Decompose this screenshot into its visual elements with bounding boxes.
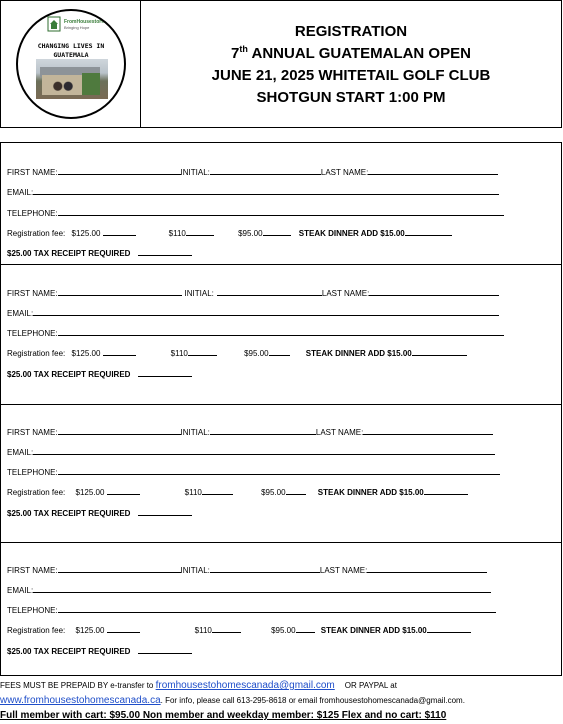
footer-pricing: Full member with cart: $95.00 Non member and weekday member: $125 Flex and no cart: $110 bbox=[0, 710, 447, 721]
email-field[interactable] bbox=[33, 584, 491, 593]
tax-receipt-field[interactable] bbox=[138, 368, 192, 377]
registrant-section-2 bbox=[0, 265, 562, 405]
first-name-label: FIRST NAME: bbox=[7, 289, 58, 298]
fee-125-label: $125.00 bbox=[75, 488, 105, 497]
initial-field[interactable] bbox=[210, 166, 321, 175]
tax-receipt-label: $25.00 TAX RECEIPT REQUIRED bbox=[7, 509, 131, 518]
prepaid-text: FEES MUST BE PREPAID BY e-transfer to bbox=[0, 681, 156, 690]
email-field[interactable] bbox=[33, 307, 499, 316]
fee-125-field[interactable] bbox=[107, 624, 140, 633]
last-name-field[interactable] bbox=[368, 166, 498, 175]
steak-dinner-field[interactable] bbox=[424, 486, 468, 495]
telephone-field[interactable] bbox=[58, 604, 496, 613]
paypal-text: OR PAYPAL at bbox=[344, 681, 397, 690]
registrant-section-1 bbox=[0, 142, 562, 265]
tax-receipt-label: $25.00 TAX RECEIPT REQUIRED bbox=[7, 647, 131, 656]
steak-dinner-label: STEAK DINNER ADD $15.00 bbox=[320, 626, 427, 635]
fee-95-field[interactable] bbox=[286, 486, 306, 495]
fee-125-field[interactable] bbox=[103, 227, 136, 236]
registrant-section-4 bbox=[0, 543, 562, 676]
last-name-label: LAST NAME: bbox=[315, 428, 364, 437]
telephone-label: TELEPHONE: bbox=[7, 329, 58, 338]
last-name-field[interactable] bbox=[367, 564, 487, 573]
title-date-venue: JUNE 21, 2025 WHITETAIL GOLF CLUB bbox=[211, 67, 491, 84]
first-name-field[interactable] bbox=[58, 564, 181, 573]
telephone-label: TELEPHONE: bbox=[7, 606, 58, 615]
first-name-label: FIRST NAME: bbox=[7, 168, 58, 177]
etransfer-email-link[interactable]: fromhousestohomescanada@gmail.com bbox=[155, 680, 335, 691]
title-start-time: SHOTGUN START 1:00 PM bbox=[256, 89, 446, 106]
fee-95-field[interactable] bbox=[263, 227, 291, 236]
footer-line-2 bbox=[0, 695, 465, 706]
initial-label: INITIAL: bbox=[184, 289, 214, 298]
logo-photo bbox=[36, 59, 108, 99]
first-name-label: FIRST NAME: bbox=[7, 428, 58, 437]
logo-tagline-1: CHANGING LIVES IN bbox=[37, 42, 105, 50]
tax-receipt-label: $25.00 TAX RECEIPT REQUIRED bbox=[7, 249, 131, 258]
footer-line-1 bbox=[0, 680, 397, 691]
fee-125-label: $125.00 bbox=[71, 349, 101, 358]
first-name-field[interactable] bbox=[58, 287, 182, 296]
email-label: EMAIL: bbox=[7, 188, 34, 197]
steak-dinner-label: STEAK DINNER ADD $15.00 bbox=[298, 229, 405, 238]
tax-receipt-field[interactable] bbox=[138, 645, 192, 654]
fee-95-field[interactable] bbox=[296, 624, 315, 633]
registration-fee-label: Registration fee: bbox=[7, 229, 66, 238]
registration-fee-label: Registration fee: bbox=[7, 488, 66, 497]
last-name-label: LAST NAME: bbox=[321, 289, 370, 298]
email-field[interactable] bbox=[33, 446, 495, 455]
steak-dinner-field[interactable] bbox=[405, 227, 452, 236]
first-name-field[interactable] bbox=[58, 166, 181, 175]
contact-text: . For info, please call 613-295-8618 or email fromhousestohomescanada@gmail.com. bbox=[160, 696, 465, 705]
tax-receipt-field[interactable] bbox=[138, 507, 192, 516]
registrant-section-3 bbox=[0, 405, 562, 543]
fee-110-field[interactable] bbox=[202, 486, 233, 495]
steak-dinner-label: STEAK DINNER ADD $15.00 bbox=[317, 488, 424, 497]
title-cell bbox=[141, 1, 561, 127]
email-label: EMAIL: bbox=[7, 586, 34, 595]
header-table bbox=[0, 0, 562, 128]
title-event: 7th ANNUAL GUATEMALAN OPEN bbox=[231, 44, 471, 62]
website-link[interactable]: www.fromhousestohomescanada.ca bbox=[0, 695, 161, 706]
fee-95-label: $95.00 bbox=[271, 626, 296, 635]
fee-110-field[interactable] bbox=[186, 227, 214, 236]
fee-110-field[interactable] bbox=[188, 347, 217, 356]
fee-125-field[interactable] bbox=[107, 486, 140, 495]
fee-95-label: $95.00 bbox=[261, 488, 286, 497]
last-name-field[interactable] bbox=[363, 426, 493, 435]
initial-label: INITIAL: bbox=[180, 428, 210, 437]
first-name-label: FIRST NAME: bbox=[7, 566, 58, 575]
fee-95-label: $95.00 bbox=[244, 349, 269, 358]
last-name-field[interactable] bbox=[369, 287, 499, 296]
last-name-label: LAST NAME: bbox=[319, 566, 368, 575]
registration-fee-label: Registration fee: bbox=[7, 626, 66, 635]
email-field[interactable] bbox=[33, 186, 499, 195]
tax-receipt-label: $25.00 TAX RECEIPT REQUIRED bbox=[7, 370, 131, 379]
initial-field[interactable] bbox=[210, 564, 320, 573]
email-label: EMAIL: bbox=[7, 448, 34, 457]
fee-125-label: $125.00 bbox=[75, 626, 105, 635]
fee-110-label: $110 bbox=[194, 626, 212, 635]
telephone-field[interactable] bbox=[58, 207, 504, 216]
initial-field[interactable] bbox=[217, 287, 322, 296]
fee-125-field[interactable] bbox=[103, 347, 136, 356]
initial-label: INITIAL: bbox=[180, 168, 210, 177]
fee-125-label: $125.00 bbox=[71, 229, 101, 238]
fee-95-field[interactable] bbox=[269, 347, 290, 356]
last-name-label: LAST NAME: bbox=[320, 168, 369, 177]
initial-field[interactable] bbox=[210, 426, 316, 435]
first-name-field[interactable] bbox=[58, 426, 181, 435]
telephone-label: TELEPHONE: bbox=[7, 468, 58, 477]
fee-110-field[interactable] bbox=[212, 624, 241, 633]
fee-95-label: $95.00 bbox=[238, 229, 263, 238]
fee-110-label: $110 bbox=[184, 488, 202, 497]
logo-tagline-2: GUATEMALA bbox=[53, 51, 89, 59]
fee-110-label: $110 bbox=[168, 229, 186, 238]
logo-cell bbox=[1, 1, 141, 127]
steak-dinner-field[interactable] bbox=[412, 347, 467, 356]
initial-label: INITIAL: bbox=[180, 566, 210, 575]
house-icon bbox=[47, 16, 61, 32]
registration-fee-label: Registration fee: bbox=[7, 349, 66, 358]
email-label: EMAIL: bbox=[7, 309, 34, 318]
title-registration: REGISTRATION bbox=[294, 23, 408, 40]
steak-dinner-label: STEAK DINNER ADD $15.00 bbox=[305, 349, 412, 358]
organization-logo bbox=[16, 9, 126, 119]
steak-dinner-field[interactable] bbox=[427, 624, 471, 633]
telephone-field[interactable] bbox=[58, 466, 500, 475]
tax-receipt-field[interactable] bbox=[138, 247, 192, 256]
fee-110-label: $110 bbox=[170, 349, 188, 358]
logo-brand: FromHousestoHomes Bringing Hope bbox=[64, 19, 116, 30]
telephone-label: TELEPHONE: bbox=[7, 209, 58, 218]
telephone-field[interactable] bbox=[58, 327, 504, 336]
